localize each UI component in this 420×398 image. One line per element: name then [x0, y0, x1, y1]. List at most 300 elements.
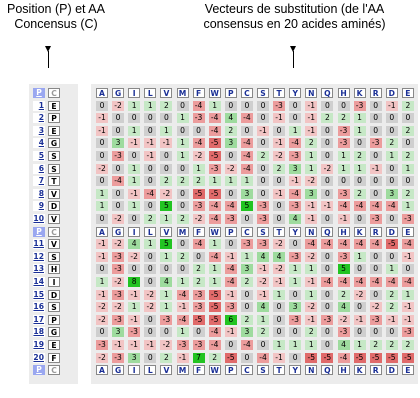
substitution-value-cell: 0: [193, 126, 205, 136]
substitution-value-cell: 3: [112, 138, 124, 148]
position-link[interactable]: 19: [33, 340, 44, 349]
substitution-value-cell: 0: [321, 151, 333, 161]
substitution-value-cell: 3: [305, 189, 317, 199]
substitution-value-cell: 3: [241, 264, 253, 274]
substitution-value-cell: 2: [273, 164, 285, 174]
substitution-value-cell: 1: [273, 290, 285, 300]
substitution-value-cell: 8: [128, 277, 140, 287]
consensus-amino-acid: H: [48, 264, 60, 274]
amino-acid-header-link[interactable]: S: [257, 88, 269, 98]
substitution-value-cell: 3: [241, 327, 253, 337]
substitution-value-cell: 1: [160, 126, 172, 136]
amino-acid-header-link[interactable]: D: [386, 227, 398, 237]
substitution-value-cell: 0: [144, 113, 156, 123]
substitution-value-cell: 0: [273, 176, 285, 186]
substitution-value-cell: -1: [257, 264, 269, 274]
substitution-value-cell: 0: [177, 201, 189, 211]
substitution-value-cell: -1: [257, 290, 269, 300]
position-link[interactable]: 13: [33, 264, 44, 274]
substitution-value-cell: 0: [321, 214, 333, 224]
substitution-value-cell: 2: [354, 189, 366, 199]
substitution-value-cell: 0: [144, 327, 156, 337]
substitution-value-cell: 0: [257, 101, 269, 111]
substitution-value-cell: 1: [209, 264, 221, 274]
substitution-value-cell: -1: [128, 138, 140, 148]
amino-acid-header-link[interactable]: F: [193, 227, 205, 237]
substitution-value-cell: -2: [112, 214, 124, 224]
substitution-value-cell: -4: [225, 201, 237, 211]
substitution-value-cell: -1: [257, 126, 269, 136]
substitution-value-cell: -4: [338, 353, 350, 363]
substitution-value-cell: 0: [160, 327, 172, 337]
consensus-amino-acid: S: [48, 151, 60, 161]
amino-acid-header-link[interactable]: V: [160, 365, 172, 375]
amino-acid-header-link[interactable]: H: [338, 227, 350, 237]
substitution-value-cell: 0: [257, 176, 269, 186]
amino-acid-header-link[interactable]: G: [112, 365, 124, 375]
substitution-value-cell: 0: [144, 264, 156, 274]
substitution-value-cell: -3: [112, 290, 124, 300]
substitution-value-cell: -5: [386, 239, 398, 249]
substitution-value-cell: 1: [160, 290, 172, 300]
amino-acid-header-link[interactable]: H: [338, 365, 350, 375]
substitution-value-cell: 2: [177, 214, 189, 224]
amino-acid-header-link[interactable]: N: [305, 88, 317, 98]
substitution-value-cell: -1: [96, 113, 108, 123]
substitution-value-cell: 0: [96, 214, 108, 224]
amino-acid-header-link[interactable]: F: [193, 88, 205, 98]
substitution-value-cell: 1: [338, 151, 350, 161]
amino-acid-header-link[interactable]: Q: [321, 88, 333, 98]
substitution-value-cell: -2: [160, 340, 172, 350]
substitution-value-cell: -4: [177, 315, 189, 325]
substitution-value-cell: 1: [96, 277, 108, 287]
substitution-value-cell: -5: [354, 353, 366, 363]
amino-acid-header-link[interactable]: L: [144, 227, 156, 237]
amino-acid-header-link[interactable]: Y: [289, 365, 301, 375]
substitution-value-cell: -4: [289, 189, 301, 199]
position-link[interactable]: 5: [33, 151, 45, 161]
substitution-value-cell: -3: [354, 101, 366, 111]
substitution-value-cell: -4: [338, 239, 350, 249]
substitution-value-cell: -4: [241, 138, 253, 148]
substitution-value-cell: -3: [225, 214, 237, 224]
substitution-value-cell: 0: [177, 239, 189, 249]
amino-acid-header-link[interactable]: K: [354, 88, 366, 98]
substitution-value-cell: 1: [128, 176, 140, 186]
consensus-amino-acid: D: [48, 201, 60, 211]
substitution-value-cell: -1: [144, 138, 156, 148]
substitution-value-cell: 0: [321, 252, 333, 262]
substitution-value-cell: 5: [160, 201, 172, 211]
substitution-value-cell: -1: [354, 315, 366, 325]
amino-acid-header-link[interactable]: T: [273, 88, 285, 98]
substitution-value-cell: 0: [96, 138, 108, 148]
substitution-value-cell: -5: [209, 302, 221, 312]
substitution-value-cell: 1: [160, 302, 172, 312]
substitution-value-cell: -3: [193, 290, 205, 300]
amino-acid-header-link[interactable]: R: [370, 227, 382, 237]
substitution-value-cell: -4: [193, 138, 205, 148]
position-column-header[interactable]: P: [33, 227, 45, 237]
substitution-value-cell: 0: [386, 113, 398, 123]
substitution-value-cell: 0: [273, 315, 285, 325]
amino-acid-header-link[interactable]: L: [144, 88, 156, 98]
substitution-value-cell: 0: [177, 189, 189, 199]
substitution-value-cell: -1: [96, 239, 108, 249]
amino-acid-header-link[interactable]: V: [160, 88, 172, 98]
substitution-value-cell: 1: [209, 277, 221, 287]
amino-acid-header-link[interactable]: P: [225, 365, 237, 375]
substitution-value-cell: -1: [225, 290, 237, 300]
substitution-value-cell: 0: [128, 264, 140, 274]
amino-acid-header-link[interactable]: C: [241, 365, 253, 375]
consensus-amino-acid: P: [48, 315, 60, 325]
substitution-value-cell: -4: [225, 277, 237, 287]
substitution-value-cell: 2: [354, 151, 366, 161]
substitution-value-cell: 2: [177, 176, 189, 186]
amino-acid-header-link[interactable]: H: [338, 88, 350, 98]
amino-acid-header-link[interactable]: D: [386, 88, 398, 98]
substitution-value-cell: 0: [96, 151, 108, 161]
substitution-value-cell: -5: [225, 353, 237, 363]
amino-acid-header-link[interactable]: F: [193, 365, 205, 375]
amino-acid-header-link[interactable]: G: [112, 227, 124, 237]
amino-acid-header-link[interactable]: L: [144, 365, 156, 375]
position-link[interactable]: 3: [33, 126, 45, 136]
amino-acid-header-link[interactable]: R: [370, 88, 382, 98]
substitution-value-cell: 0: [354, 214, 366, 224]
substitution-value-cell: -1: [370, 164, 382, 174]
substitution-value-cell: -1: [338, 214, 350, 224]
substitution-value-cell: 1: [289, 340, 301, 350]
amino-acid-header-link[interactable]: C: [241, 88, 253, 98]
position-link[interactable]: 2: [33, 113, 45, 123]
amino-acid-header-link[interactable]: A: [96, 227, 108, 237]
substitution-value-cell: -1: [96, 126, 108, 136]
substitution-value-cell: 1: [160, 252, 172, 262]
substitution-value-cell: -3: [402, 327, 414, 337]
position-link[interactable]: 1: [33, 101, 45, 111]
consensus-amino-acid: V: [48, 214, 60, 224]
position-link[interactable]: 20: [33, 352, 44, 362]
substitution-value-cell: 1: [354, 113, 366, 123]
substitution-value-cell: -3: [289, 151, 301, 161]
substitution-value-cell: 0: [338, 101, 350, 111]
amino-acid-header-link[interactable]: E: [402, 88, 414, 98]
position-link[interactable]: 4: [33, 138, 45, 148]
substitution-value-cell: -3: [241, 239, 253, 249]
substitution-value-cell: 1: [338, 164, 350, 174]
substitution-value-cell: 0: [402, 176, 414, 186]
substitution-value-cell: -3: [257, 239, 269, 249]
substitution-value-cell: -2: [354, 290, 366, 300]
substitution-value-cell: -3: [370, 214, 382, 224]
consensus-amino-acid: P: [48, 113, 60, 123]
substitution-value-cell: -5: [209, 315, 221, 325]
amino-acid-header-link[interactable]: I: [128, 365, 140, 375]
substitution-value-cell: 1: [386, 264, 398, 274]
substitution-value-cell: 0: [354, 264, 366, 274]
substitution-value-cell: -5: [209, 138, 221, 148]
amino-acid-header-link[interactable]: Y: [289, 227, 301, 237]
position-link[interactable]: 12: [33, 251, 44, 261]
substitution-value-cell: 1: [402, 290, 414, 300]
amino-acid-header-link[interactable]: Y: [289, 88, 301, 98]
substitution-value-cell: 1: [177, 151, 189, 161]
substitution-value-cell: 0: [354, 176, 366, 186]
substitution-value-cell: 0: [354, 327, 366, 337]
position-link[interactable]: 17: [33, 314, 44, 324]
substitution-value-cell: -3: [193, 302, 205, 312]
substitution-value-cell: 1: [305, 340, 317, 350]
amino-acid-header-link[interactable]: P: [225, 88, 237, 98]
position-link[interactable]: 14: [33, 277, 44, 286]
consensus-amino-acid: E: [48, 126, 60, 136]
position-link[interactable]: 7: [33, 176, 45, 186]
substitution-value-cell: 4: [338, 302, 350, 312]
substitution-value-cell: -4: [402, 239, 414, 249]
amino-acid-header-link[interactable]: E: [402, 365, 414, 375]
substitution-value-cell: -4: [370, 201, 382, 211]
substitution-value-cell: -1: [128, 315, 140, 325]
substitution-value-cell: 1: [96, 189, 108, 199]
substitution-value-cell: 1: [128, 101, 140, 111]
amino-acid-header-link[interactable]: S: [257, 365, 269, 375]
substitution-value-cell: 0: [193, 252, 205, 262]
substitution-value-cell: -4: [257, 353, 269, 363]
substitution-value-cell: -4: [209, 201, 221, 211]
amino-acid-header-link[interactable]: W: [210, 89, 219, 98]
amino-acid-header-link[interactable]: S: [257, 227, 269, 237]
amino-acid-header-link[interactable]: A: [96, 88, 108, 98]
substitution-value-cell: -1: [305, 113, 317, 123]
substitution-value-cell: 0: [241, 353, 253, 363]
substitution-value-cell: -2: [144, 302, 156, 312]
substitution-value-cell: -5: [370, 353, 382, 363]
substitution-value-cell: 0: [321, 340, 333, 350]
amino-acid-header-link[interactable]: A: [96, 365, 108, 375]
amino-acid-header-link[interactable]: Q: [321, 365, 333, 375]
position-link[interactable]: 8: [33, 189, 45, 199]
substitution-value-cell: 0: [321, 302, 333, 312]
amino-acid-header-link[interactable]: W: [210, 227, 219, 237]
substitution-value-cell: -3: [112, 264, 124, 274]
consensus-amino-acid: I: [48, 277, 60, 287]
substitution-value-cell: -2: [96, 164, 108, 174]
substitution-value-cell: 0: [289, 353, 301, 363]
substitution-value-cell: 0: [354, 138, 366, 148]
substitution-value-cell: 1: [289, 264, 301, 274]
substitution-value-cell: -2: [112, 239, 124, 249]
substitution-value-cell: -3: [338, 126, 350, 136]
substitution-value-cell: -2: [96, 315, 108, 325]
substitution-value-cell: -2: [273, 264, 285, 274]
substitution-value-cell: 2: [193, 264, 205, 274]
substitution-value-cell: -3: [257, 201, 269, 211]
substitution-value-cell: -5: [209, 290, 221, 300]
consensus-amino-acid: S: [48, 164, 60, 174]
substitution-value-cell: -3: [289, 315, 301, 325]
substitution-value-cell: 1: [354, 164, 366, 174]
amino-acid-header-link[interactable]: R: [370, 365, 382, 375]
substitution-value-cell: 0: [370, 176, 382, 186]
substitution-value-cell: 0: [370, 252, 382, 262]
substitution-value-cell: 0: [289, 101, 301, 111]
substitution-value-cell: 3: [128, 353, 140, 363]
substitution-value-cell: -1: [273, 113, 285, 123]
position-column-header[interactable]: P: [33, 365, 45, 375]
substitution-value-cell: 0: [144, 164, 156, 174]
substitution-value-cell: -1: [305, 277, 317, 287]
substitution-value-cell: 0: [144, 315, 156, 325]
substitution-value-cell: -2: [370, 302, 382, 312]
substitution-value-cell: -1: [273, 189, 285, 199]
amino-acid-header-link[interactable]: G: [112, 88, 124, 98]
substitution-value-cell: 0: [144, 277, 156, 287]
substitution-value-cell: -1: [225, 327, 237, 337]
substitution-value-cell: 2: [177, 252, 189, 262]
substitution-value-cell: 0: [96, 101, 108, 111]
amino-acid-header-link[interactable]: M: [177, 365, 189, 375]
substitution-value-cell: 2: [402, 126, 414, 136]
substitution-value-cell: 2: [225, 126, 237, 136]
amino-acid-header-link[interactable]: N: [305, 365, 317, 375]
position-link[interactable]: 15: [33, 289, 44, 299]
substitution-value-cell: 4: [160, 277, 172, 287]
substitution-value-cell: -3: [370, 138, 382, 148]
amino-acid-header-link[interactable]: I: [128, 88, 140, 98]
substitution-value-cell: 1: [402, 164, 414, 174]
substitution-value-cell: -1: [321, 201, 333, 211]
substitution-value-cell: -5: [321, 353, 333, 363]
substitution-value-cell: 2: [193, 277, 205, 287]
substitution-value-cell: 0: [321, 327, 333, 337]
substitution-value-cell: -1: [386, 315, 398, 325]
amino-acid-header-link[interactable]: T: [273, 365, 285, 375]
substitution-value-cell: -2: [193, 151, 205, 161]
substitution-value-cell: -3: [402, 214, 414, 224]
substitution-value-cell: -4: [241, 164, 253, 174]
position-column-header[interactable]: P: [33, 88, 45, 98]
substitution-value-cell: 2: [160, 101, 172, 111]
substitution-value-cell: 0: [225, 101, 237, 111]
amino-acid-header-link[interactable]: P: [225, 227, 237, 237]
consensus-amino-acid: E: [48, 101, 60, 111]
substitution-value-cell: -4: [241, 340, 253, 350]
substitution-value-cell: -2: [112, 277, 124, 287]
consensus-amino-acid: S: [48, 302, 60, 312]
amino-acid-header-link[interactable]: C: [241, 227, 253, 237]
substitution-value-cell: 3: [225, 138, 237, 148]
amino-acid-header-link[interactable]: M: [177, 227, 189, 237]
amino-acid-header-link[interactable]: T: [273, 227, 285, 237]
substitution-value-cell: 0: [177, 264, 189, 274]
amino-acid-header-link[interactable]: M: [177, 88, 189, 98]
substitution-value-cell: 1: [225, 176, 237, 186]
caption-substitution-vectors: Vecteurs de substitution (de l'AA consensus en 20 acides aminés): [203, 2, 386, 31]
consensus-amino-acid: D: [48, 290, 60, 300]
amino-acid-header-link[interactable]: K: [354, 227, 366, 237]
substitution-value-cell: 0: [193, 327, 205, 337]
substitution-value-cell: -2: [225, 164, 237, 174]
substitution-value-cell: -2: [257, 277, 269, 287]
amino-acid-header-link[interactable]: Q: [321, 227, 333, 237]
substitution-value-cell: 1: [160, 214, 172, 224]
amino-acid-header-link[interactable]: N: [305, 227, 317, 237]
substitution-value-cell: 2: [193, 176, 205, 186]
substitution-value-cell: 2: [160, 176, 172, 186]
position-link[interactable]: 18: [33, 327, 44, 337]
substitution-value-cell: 0: [338, 176, 350, 186]
substitution-value-cell: 2: [386, 340, 398, 350]
substitution-value-cell: -2: [160, 189, 172, 199]
position-link[interactable]: 11: [33, 239, 44, 249]
substitution-value-cell: 0: [402, 138, 414, 148]
substitution-value-cell: 0: [289, 113, 301, 123]
substitution-value-cell: 1: [305, 164, 317, 174]
substitution-value-cell: 0: [144, 176, 156, 186]
substitution-value-cell: -1: [289, 176, 301, 186]
amino-acid-header-link[interactable]: V: [160, 227, 172, 237]
substitution-value-cell: -3: [209, 164, 221, 174]
substitution-value-cell: -3: [177, 340, 189, 350]
position-link[interactable]: 10: [33, 214, 44, 223]
substitution-value-cell: 0: [321, 189, 333, 199]
consensus-amino-acid: F: [48, 353, 60, 363]
substitution-value-cell: -3: [225, 302, 237, 312]
substitution-value-cell: 2: [386, 290, 398, 300]
substitution-value-cell: 0: [370, 290, 382, 300]
substitution-value-cell: 4: [257, 252, 269, 262]
substitution-value-cell: -3: [370, 315, 382, 325]
substitution-value-cell: -2: [338, 315, 350, 325]
substitution-value-cell: -1: [160, 138, 172, 148]
position-link[interactable]: 6: [33, 164, 45, 174]
substitution-value-cell: 1: [257, 315, 269, 325]
substitution-value-cell: -1: [386, 101, 398, 111]
substitution-value-cell: -4: [209, 340, 221, 350]
substitution-value-cell: 0: [112, 164, 124, 174]
substitution-value-cell: -4: [402, 277, 414, 287]
substitution-value-cell: -5: [193, 315, 205, 325]
substitution-value-cell: -1: [96, 290, 108, 300]
substitution-value-cell: 5: [241, 201, 253, 211]
amino-acid-header-link[interactable]: D: [386, 365, 398, 375]
substitution-value-cell: 0: [402, 264, 414, 274]
amino-acid-header-link[interactable]: I: [128, 227, 140, 237]
substitution-value-cell: 2: [209, 353, 221, 363]
substitution-value-cell: 3: [386, 189, 398, 199]
substitution-value-cell: -1: [177, 353, 189, 363]
substitution-value-cell: -2: [96, 302, 108, 312]
amino-acid-header-link[interactable]: K: [354, 365, 366, 375]
substitution-value-cell: -4: [112, 176, 124, 186]
substitution-value-cell: -4: [209, 113, 221, 123]
substitution-value-cell: 1: [209, 101, 221, 111]
substitution-value-cell: 0: [402, 113, 414, 123]
substitution-value-cell: 1: [177, 113, 189, 123]
substitution-value-cell: -1: [96, 252, 108, 262]
substitution-value-cell: -3: [289, 201, 301, 211]
position-link[interactable]: 16: [33, 302, 44, 312]
amino-acid-header-link[interactable]: W: [210, 366, 219, 376]
substitution-value-cell: -3: [112, 353, 124, 363]
substitution-value-cell: -4: [241, 151, 253, 161]
amino-acid-header-link[interactable]: E: [402, 227, 414, 237]
position-link[interactable]: 9: [33, 201, 45, 211]
substitution-value-cell: 1: [402, 201, 414, 211]
